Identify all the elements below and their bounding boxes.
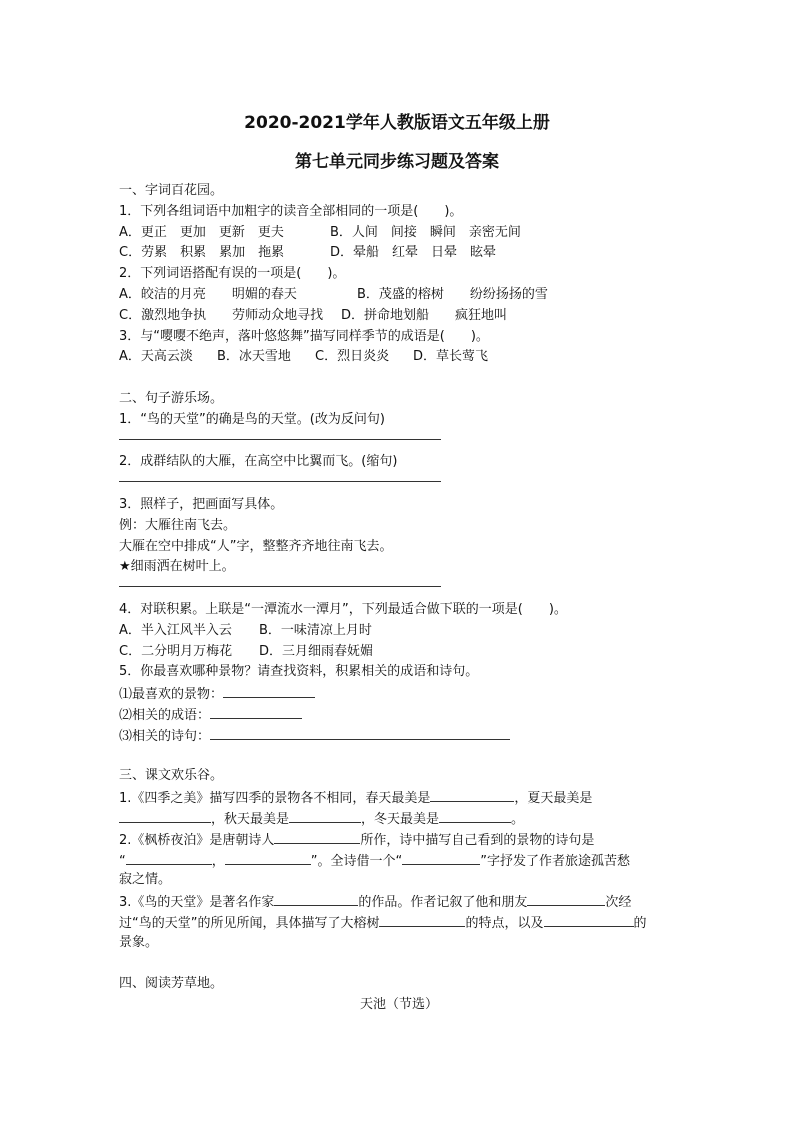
s3-q1-text-2: ，夏天最美是: [514, 791, 593, 807]
s3-q2-text-2: 所作，诗中描写自己看到的景物的诗句是: [360, 832, 595, 848]
s1-question-1: 1．下列各组词语中加粗字的读音全部相同的一项是( )。: [119, 203, 463, 219]
s2-q3-task: ★细雨洒在树叶上。: [119, 559, 235, 575]
s1-q1-option-d: D．晕船 红晕 日晕 眩晕: [330, 245, 497, 261]
s2-q5-label-1: ⑴最喜欢的景物：: [119, 687, 224, 703]
s3-q1-blank-autumn[interactable]: [289, 808, 361, 823]
s1-q1-option-b: B．人间 间接 瞬间 亲密无间: [330, 224, 521, 240]
page-title: 2020-2021学年人教版语文五年级上册: [244, 113, 550, 133]
page-subtitle: 第七单元同步练习题及答案: [295, 152, 499, 172]
section-3-heading: 三、课文欢乐谷。: [119, 768, 224, 784]
s1-q2-option-c: C．激烈地争执 劳师动众地寻找: [119, 307, 324, 323]
section-1-heading: 一、字词百花园。: [119, 183, 224, 198]
s1-question-3: 3．与“嘤嘤不绝声，落叶悠悠舞”描写同样季节的成语是( )。: [119, 328, 489, 344]
s2-question-5: 5．你最喜欢哪种景物？请查找资料，积累相关的成语和诗句。: [119, 664, 479, 680]
s3-q3-text-2: 的作品。作者记叙了他和朋友: [358, 895, 528, 911]
s3-q1-blank-summer[interactable]: [119, 808, 211, 823]
s2-q5-blank-3[interactable]: [210, 725, 510, 740]
s1-q1-option-a: A．更正 更加 更新 更夫: [119, 224, 284, 240]
s1-question-2: 2．下列词语搭配有误的一项是( )。: [119, 266, 346, 282]
s3-q1-text-4: ，冬天最美是: [361, 811, 440, 827]
s2-q4-option-a: A．半入江风半入云: [119, 622, 232, 638]
s1-q3-option-a: A．天高云淡: [119, 349, 193, 365]
s3-q2-text-1: 2.《枫桥夜泊》是唐朝诗人: [119, 832, 275, 848]
s3-q3-text-4: 过“鸟的天堂”的所见所闻，具体描写了大榕树: [119, 915, 380, 931]
worksheet-content: [119, 181, 679, 1016]
s1-q1-options-cd: [119, 243, 679, 264]
passage-title: 天池（节选）: [359, 997, 438, 1013]
s3-q3-blank-scene[interactable]: [544, 912, 634, 927]
s2-question-3: 3．照样子，把画面写具体。: [119, 496, 284, 512]
s3-q1-blank-winter[interactable]: [439, 808, 511, 823]
s2-q5-blank-2[interactable]: [210, 704, 302, 719]
s3-q1-line-1: [119, 787, 679, 808]
s3-q3-line-2: [119, 912, 679, 933]
s2-q1-answer-line[interactable]: [119, 431, 441, 440]
s3-q3-blank-author[interactable]: [274, 891, 358, 906]
s2-question-2: 2．成群结队的大雁，在高空中比翼而飞。(缩句): [119, 454, 398, 470]
s2-q5-label-3: ⑶相关的诗句：: [119, 728, 211, 744]
s2-q4-option-b: B．一味清凉上月时: [259, 622, 372, 638]
s2-q5-item-3: [119, 725, 679, 746]
s2-q2-answer-line[interactable]: [119, 473, 441, 482]
s2-question-4: 4．对联积累。上联是“一潭流水一潭月”，下列最适合做下联的一项是( )。: [119, 601, 567, 617]
s3-q2-blank-poet[interactable]: [274, 829, 360, 844]
s1-q2-option-d: D．拼命地划船 疯狂地叫: [341, 307, 508, 323]
s3-q1-text-1: 1.《四季之美》描写四季的景物各不相同，春天最美是: [119, 791, 431, 807]
s2-q3-answer-line[interactable]: [119, 578, 441, 587]
section-4-heading: 四、阅读芳草地。: [119, 976, 224, 992]
s2-q5-blank-1[interactable]: [223, 683, 315, 698]
section-2-heading: 二、句子游乐场。: [119, 390, 224, 406]
s3-q2-line-3: 寂之情。: [119, 872, 172, 888]
s2-q4-option-d: D．三月细雨春妩媚: [259, 643, 374, 659]
s1-q3-option-c: C．烈日炎炎: [315, 349, 390, 365]
s3-q2-text-5: ”。全诗借一个“: [310, 853, 403, 869]
s2-q4-options-ab: [119, 621, 679, 642]
s3-q2-text-4: ，: [211, 853, 225, 869]
s2-question-1: 1．“鸟的天堂”的确是鸟的天堂。(改为反问句): [119, 411, 385, 427]
s3-q2-text-3: “: [119, 853, 126, 869]
s3-q2-blank-line-2[interactable]: [225, 850, 311, 865]
s3-q1-line-2: [119, 808, 679, 829]
s2-q5-label-2: ⑵相关的成语：: [119, 707, 211, 723]
s2-q3-example-1: 例：大雁往南飞去。: [119, 517, 237, 533]
s3-q3-line-1: [119, 891, 679, 912]
s3-q2-line-1: [119, 829, 679, 850]
s1-q2-options-cd: [119, 306, 679, 327]
s3-q2-blank-line-1[interactable]: [126, 850, 212, 865]
s3-q2-blank-word[interactable]: [402, 850, 480, 865]
s3-q3-text-6: 的: [633, 915, 647, 931]
s3-q3-blank-times[interactable]: [527, 891, 605, 906]
s2-q5-item-1: [119, 683, 679, 704]
s2-q4-options-cd: [119, 642, 679, 663]
s3-q3-blank-feature[interactable]: [379, 912, 465, 927]
s1-q3-option-b: B．冰天雪地: [217, 349, 291, 365]
s2-q3-example-2: 大雁在空中排成“人”字，整整齐齐地往南飞去。: [119, 538, 393, 554]
s3-q2-text-6: ”字抒发了作者旅途孤苦愁: [480, 853, 630, 869]
s3-q1-blank-spring[interactable]: [430, 787, 514, 802]
s1-q1-options-ab: [119, 223, 679, 244]
s3-q1-text-3: ，秋天最美是: [211, 811, 290, 827]
s3-q1-text-5: 。: [511, 811, 525, 827]
s1-q2-option-a: A．皎洁的月亮 明媚的春天: [119, 286, 297, 302]
s2-q5-item-2: [119, 704, 679, 725]
s3-q3-text-5: 的特点，以及: [465, 915, 544, 931]
s3-q2-line-2: [119, 850, 679, 871]
s1-q2-options-ab: [119, 285, 679, 306]
s3-q3-text-1: 3.《鸟的天堂》是著名作家: [119, 895, 275, 911]
s3-q3-line-3: 景象。: [119, 934, 159, 950]
s1-q2-option-b: B．茂盛的榕树 纷纷扬扬的雪: [357, 286, 548, 302]
s3-q3-text-3: 次经: [605, 895, 632, 911]
s2-q4-option-c: C．二分明月万梅花: [119, 643, 233, 659]
s1-q1-option-c: C．劳累 积累 累加 拖累: [119, 245, 285, 261]
s1-q3-option-d: D．草长莺飞: [413, 349, 489, 365]
s1-q3-options: [119, 347, 679, 368]
